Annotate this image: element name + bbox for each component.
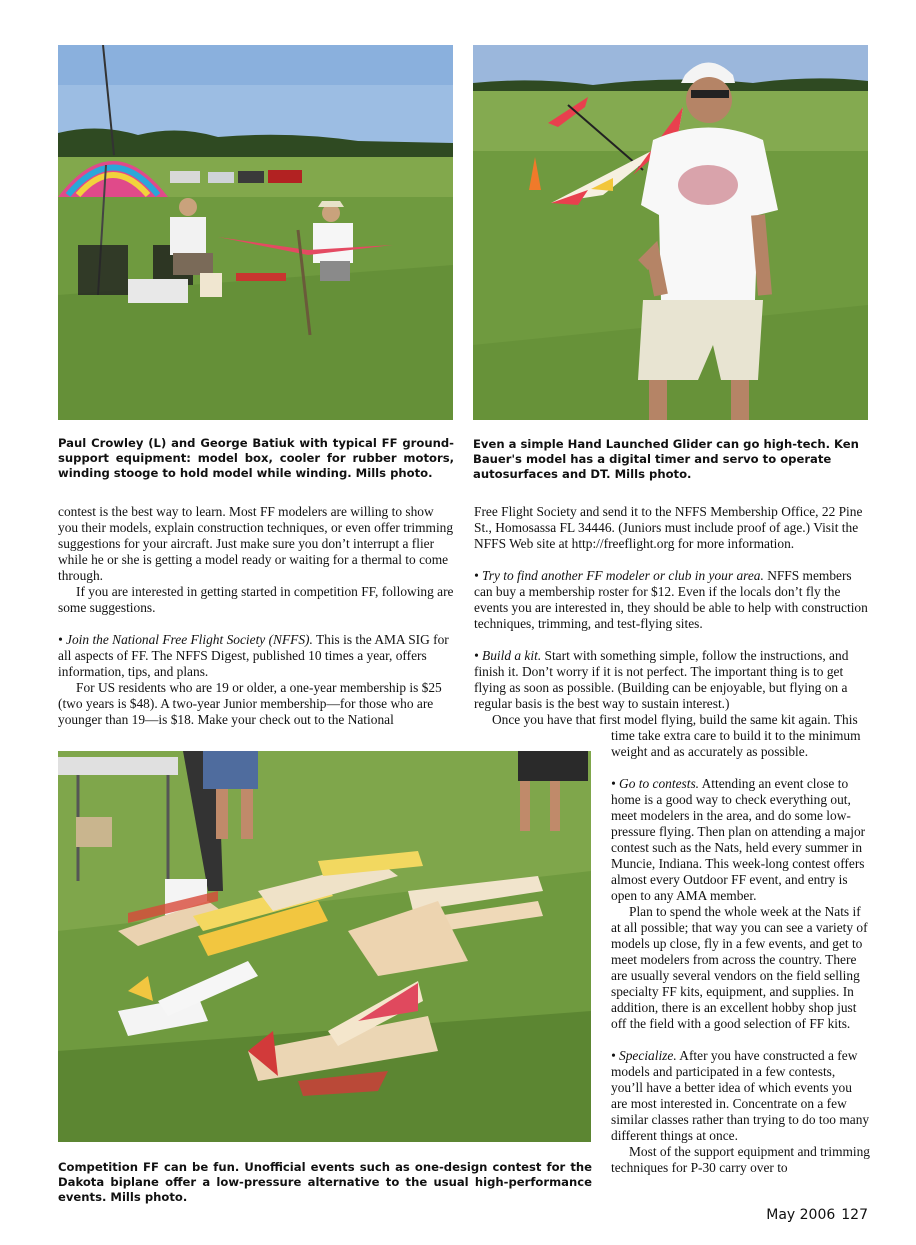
- paragraph: Most of the support equipment and trimming techniques for P-30 carry over to: [611, 1144, 871, 1175]
- bullet-lead: • Go to contests.: [611, 776, 700, 791]
- paragraph: contest is the best way to learn. Most FF modelers are willing to show you their models, explain construction techniques, or even offer trimming suggestions for your aircraft. Just make sure you don’t interrupt a flier while he or she is getting a model ready or waiting for a thermal to come through.: [58, 504, 454, 583]
- paragraph: • Build a kit. Start with something simple, follow the instructions, and finish it. Don’t worry if it is not perfect. The important thing is to get flying as soon as possible. (Building can be enjoyable, but flying on a regular basis is the best way to sustain interest.): [474, 648, 849, 711]
- paragraph: Once you have that first model flying, build the same kit again. This: [492, 712, 858, 727]
- bullet-lead: • Build a kit.: [474, 648, 542, 663]
- bullet-lead: • Join the National Free Flight Society (NFFS).: [58, 632, 313, 647]
- column-right-bottom: [611, 728, 870, 1176]
- caption-ground-support: Paul Crowley (L) and George Batiuk with typical FF ground-support equipment: model box, cooler for rubber motors, winding stooge to hold model while winding. Mills photo.: [58, 436, 454, 480]
- photo-ground-support: [58, 45, 453, 420]
- paragraph: • Try to find another FF modeler or club in your area. NFFS members can buy a membership roster for $12. Even if the locals don’t fly the events you are interested in, they should be able to help with construction techniques, trimming, and test-flying sites.: [474, 568, 868, 631]
- paragraph: • Specialize. After you have constructed a few models and participated in a few contests, you’ll have a better idea of which events you are most interested in. Concentrate on a few similar classes rather than trying to do too many different things at once.: [611, 1048, 870, 1143]
- caption-hand-launched-glider: Even a simple Hand Launched Glider can go high-tech. Ken Bauer's model has a digital timer and servo to operate autosurfaces and DT. Mills photo.: [473, 437, 859, 481]
- paragraph: • Go to contests. Attending an event close to home is a good way to check everything out, meet modelers in the area, and do some low-pressure flying. Then plan on attending a major contest such as the Nats, held every summer in Muncie, Indiana. This week-long contest offers almost every Outdoor FF event, and entry is open to any AMA member.: [611, 776, 866, 903]
- bullet-lead: • Specialize.: [611, 1048, 677, 1063]
- paragraph: time take extra care to build it to the minimum weight and as accurately as possible.: [611, 728, 861, 759]
- paragraph: Plan to spend the whole week at the Nats if at all possible; that way you can see a variety of models up close, fly in a few events, and get to meet modelers from across the country. There are usually several vendors on the field selling specialty FF kits, equipment, and supplies. In addition, there is an excellent hobby shop just off the field with a good selection of FF kits.: [611, 904, 868, 1031]
- paragraph: For US residents who are 19 or older, a one-year membership is $25 (two years is $48). A two-year Junior membership—for those who are younger than 19—is $18. Make your check out to the National: [58, 680, 442, 727]
- photo-hand-launched-glider: [473, 45, 868, 420]
- caption-dakota-biplanes: Competition FF can be fun. Unofficial events such as one-design contest for the Dakota biplane offer a low-pressure alternative to the usual high-performance events. Mills photo.: [58, 1160, 592, 1204]
- page-footer: [766, 1207, 868, 1223]
- photo-dakota-biplanes: [58, 751, 591, 1142]
- paragraph: Free Flight Society and send it to the NFFS Membership Office, 22 Pine St., Homosassa FL 34446. (Juniors must include proof of age.) Visit the NFFS Web site at http://freeflight.org for more information.: [474, 504, 863, 551]
- issue-date: May 2006: [766, 1207, 836, 1223]
- paragraph: If you are interested in getting started in competition FF, following are some suggestions.: [58, 584, 454, 615]
- bullet-lead: • Try to find another FF modeler or club in your area.: [474, 568, 764, 583]
- paragraph: • Join the National Free Flight Society (NFFS). This is the AMA SIG for all aspects of FF. The NFFS Digest, published 10 times a year, offers information, tips, and plans.: [58, 632, 449, 679]
- column-right-top: [474, 504, 870, 728]
- column-left: [58, 504, 454, 728]
- page-number: 127: [841, 1207, 868, 1223]
